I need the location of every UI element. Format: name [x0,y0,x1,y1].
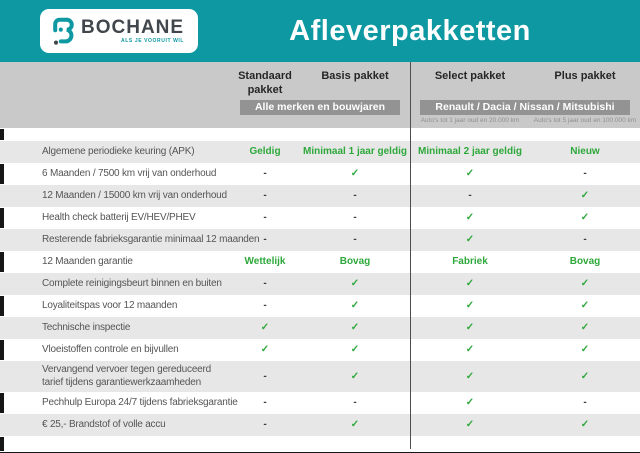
subtitle-plus: Auto's tot 5 jaar oud en 100.000 km [533,117,637,124]
col-title-standaard: Standaard pakket [238,70,292,96]
header-bar [0,0,640,62]
table-row-loyaliteitspas [0,295,640,317]
feature-label: Pechhulp Europa 24/7 tijdens fabrieksgarantie [42,396,238,408]
cell-select: ✓ [465,397,475,408]
feature-label: 12 Maanden garantie [42,255,133,267]
table-row-vervangend-vervoer [0,361,640,392]
table-row-apk [0,141,640,163]
feature-label: 12 Maanden / 15000 km vrij van onderhoud [42,189,227,201]
page-title: Afleverpakketten [289,14,531,47]
cell-select: - [468,190,472,201]
cell-select: Fabriek [452,256,488,267]
cell-basis: Minimaal 1 jaar geldig [303,146,407,157]
cell-basis: ✓ [350,300,360,311]
cell-basis: - [353,212,357,223]
cell-select: ✓ [465,212,475,223]
cell-basis: - [353,190,357,201]
table-row-brandstof [0,414,640,436]
table-row-12-maanden-onderhoud [0,185,640,207]
col-title-basis: Basis pakket [321,70,389,82]
cell-basis: ✓ [350,419,360,430]
brand-band-row [0,100,640,115]
cell-select: Minimaal 2 jaar geldig [418,146,522,157]
feature-label: Resterende fabrieksgarantie minimaal 12 maanden [42,233,260,245]
cell-standaard: ✓ [260,322,270,333]
logo-text [81,18,184,44]
cell-basis: ✓ [350,168,360,179]
feature-label: Vloeistoffen controle en bijvullen [42,343,179,355]
cell-plus: ✓ [580,212,590,223]
bochane-b-icon [50,15,74,47]
cell-select: ✓ [465,344,475,355]
subtitle-select: Auto's tot 1 jaar oud en 20.000 km [420,117,520,124]
cell-standaard: - [263,190,267,201]
cell-plus: ✓ [580,419,590,430]
table-row-vloeistoffen [0,339,640,361]
footer-gap [0,436,640,452]
table-row-12-maanden-garantie [0,251,640,273]
feature-label: 6 Maanden / 7500 km vrij van onderhoud [42,167,217,179]
cell-select: ✓ [465,234,475,245]
table-row-fabrieksgarantie [0,229,640,251]
cell-standaard: - [263,278,267,289]
cell-basis: ✓ [350,344,360,355]
cell-plus: - [583,397,587,408]
cell-plus: ✓ [580,278,590,289]
cell-select: ✓ [465,168,475,179]
cell-select: ✓ [465,419,475,430]
group-divider [410,62,411,449]
cell-standaard: - [263,397,267,408]
cell-plus: ✓ [580,190,590,201]
cell-plus: Bovag [569,256,601,267]
feature-label: Health check batterij EV/HEV/PHEV [42,211,196,223]
cell-basis: - [353,397,357,408]
cell-standaard: ✓ [260,344,270,355]
cell-standaard: - [263,419,267,430]
package-header [0,62,640,128]
feature-label: € 25,- Brandstof of volle accu [42,418,166,430]
table-row-health-check [0,207,640,229]
col-title-select: Select pakket [434,70,506,82]
feature-label: Loyaliteitspas voor 12 maanden [42,299,178,311]
cell-standaard: - [263,234,267,245]
cell-standaard: - [263,300,267,311]
band-renault-group: Renault / Dacia / Nissan / Mitsubishi [420,100,630,115]
cell-plus: ✓ [580,300,590,311]
feature-label: Complete reinigingsbeurt binnen en buiten [42,277,222,289]
cell-standaard: Wettelijk [244,256,286,267]
bochane-logo [40,9,198,53]
feature-label: Technische inspectie [42,321,131,333]
cell-plus: - [583,234,587,245]
cell-select: ✓ [465,322,475,333]
cell-plus: ✓ [580,344,590,355]
cell-basis: ✓ [350,322,360,333]
logo-tagline: ALS JE VOORUIT WIL [121,38,185,44]
table-row-pechhulp [0,392,640,414]
cell-plus: ✓ [580,370,590,382]
cell-plus: Nieuw [570,146,600,157]
package-title-row [0,69,640,97]
cell-standaard: Geldig [249,146,281,157]
cell-standaard: - [263,370,267,382]
cell-select: ✓ [465,370,475,382]
subtitle-row [0,115,640,127]
header-gap [0,128,640,141]
col-title-plus: Plus pakket [554,70,616,82]
cell-plus: - [583,168,587,179]
cell-standaard: - [263,212,267,223]
cell-basis: ✓ [350,370,360,382]
cell-select: ✓ [465,278,475,289]
logo-name: BOCHANE [81,17,185,38]
cell-select: ✓ [465,300,475,311]
table-row-reinigingsbeurt [0,273,640,295]
table-row-6-maanden [0,163,640,185]
cell-basis: Bovag [339,256,371,267]
cell-basis: - [353,234,357,245]
band-all-brands: Alle merken en bouwjaren [240,100,400,115]
cell-plus: ✓ [580,322,590,333]
feature-label: Vervangend vervoer tegen gereduceerd tarief tijdens garantiewerkzaamheden [42,364,212,388]
feature-label: Algemene periodieke keuring (APK) [42,145,195,157]
cell-basis: ✓ [350,278,360,289]
cell-standaard: - [263,168,267,179]
table-row-technische-inspectie [0,317,640,339]
